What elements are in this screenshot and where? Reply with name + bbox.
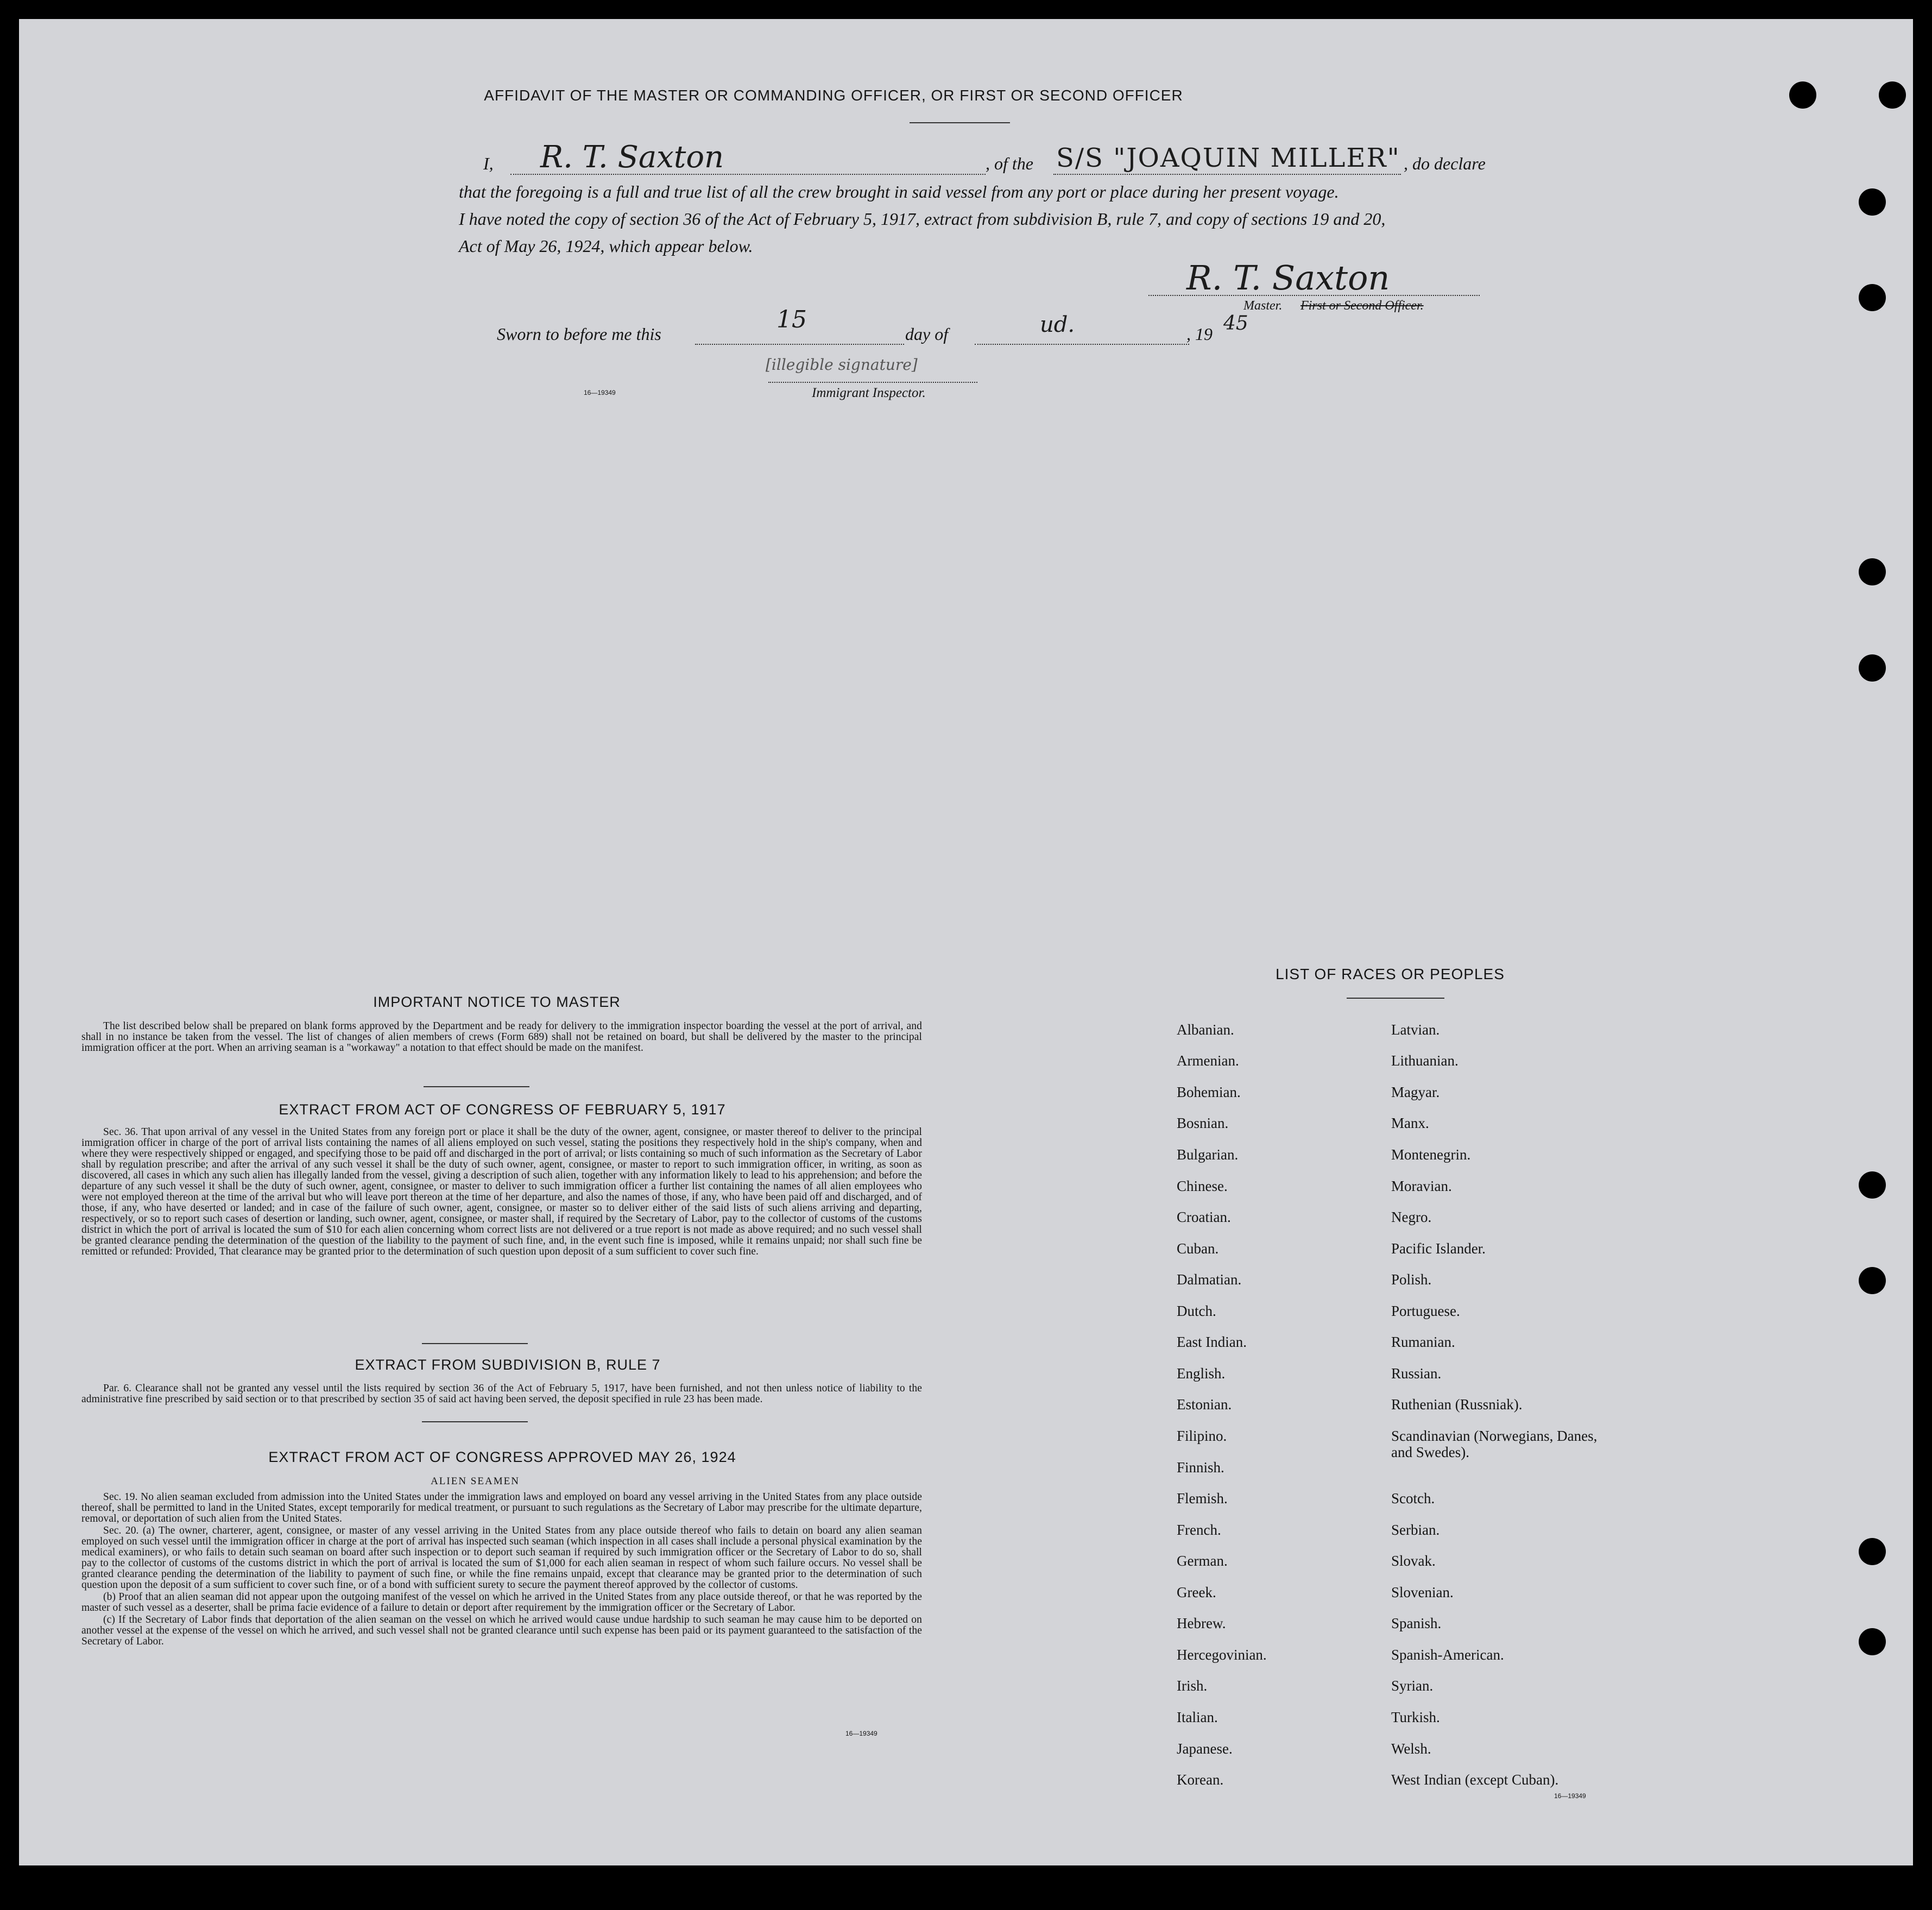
races-title: LIST OF RACES OR PEOPLES <box>1276 966 1505 982</box>
race-item: Lithuanian. <box>1391 1052 1459 1069</box>
form-number: 16—19349 <box>1554 1792 1586 1800</box>
race-item: Syrian. <box>1391 1678 1434 1694</box>
form-number: 16—19349 <box>845 1730 877 1737</box>
race-item: Albanian. <box>1177 1022 1234 1038</box>
day-handwritten: 15 <box>776 306 807 333</box>
race-item: Italian. <box>1177 1709 1218 1725</box>
rule-7-text <box>81 1383 922 1406</box>
extract-1924-title: EXTRACT FROM ACT OF CONGRESS APPROVED MAY 26, 1924 <box>268 1449 736 1465</box>
affidavit-line-2: that the foregoing is a full and true list of all the crew brought in said vessel from any port or place during her present voyage. <box>459 182 1339 201</box>
struck-officer-label: First or Second Officer. <box>1300 299 1424 313</box>
race-item: Slovenian. <box>1391 1584 1454 1600</box>
race-item: Bulgarian. <box>1177 1146 1239 1163</box>
race-item: Ruthenian (Russniak). <box>1391 1396 1523 1413</box>
punch-hole <box>1859 284 1886 311</box>
race-item: Serbian. <box>1391 1522 1440 1538</box>
divider <box>424 1086 529 1087</box>
vessel-line <box>1053 174 1401 175</box>
extract-1924-text <box>81 1492 922 1648</box>
day-of-label: day of <box>905 324 949 344</box>
affidavit-line-4: Act of May 26, 1924, which appear below. <box>459 236 753 256</box>
punch-hole <box>1859 1171 1886 1199</box>
race-item: Moravian. <box>1391 1178 1452 1194</box>
punch-hole <box>1859 558 1886 585</box>
race-item: Montenegrin. <box>1391 1146 1471 1163</box>
of-the-label: , of the <box>986 154 1033 173</box>
sec-20b-paragraph: (b) Proof that an alien seaman did not appear upon the outgoing manifest of the vessel on which he arrived in the United States from any place outside thereof, or that he was reported by the master of such vessel as a deserter, shall be prima facie evidence of a failure to detain or deport after requirement by the immigration officer or the Secretary of Labor. <box>81 1591 922 1613</box>
master-signature-handwritten: R. T. Saxton <box>1186 258 1390 298</box>
year-handwritten: 45 <box>1223 312 1248 335</box>
race-item: Spanish. <box>1391 1615 1442 1631</box>
race-item: Korean. <box>1177 1772 1224 1788</box>
notice-text <box>81 1021 922 1055</box>
race-item: West Indian (except Cuban). <box>1391 1772 1559 1788</box>
par-6-paragraph: Par. 6. Clearance shall not be granted any vessel until the lists required by section 36 of the Act of February 5, 1917, have been furnished, and not then unless notice of liability to the administrative fine prescribed by said section or to that prescribed by section 35 of said act having been served, the deposit specified in rule 23 has been made. <box>81 1383 922 1405</box>
month-line <box>975 344 1189 345</box>
race-item: Cuban. <box>1177 1240 1219 1257</box>
divider <box>422 1343 528 1344</box>
alien-seamen-subtitle: ALIEN SEAMEN <box>431 1476 520 1487</box>
race-item: Welsh. <box>1391 1741 1431 1757</box>
punch-hole <box>1859 1628 1886 1655</box>
race-item: Negro. <box>1391 1209 1432 1225</box>
race-item: Scotch. <box>1391 1490 1435 1506</box>
month-handwritten: ud. <box>1040 312 1075 337</box>
race-item: English. <box>1177 1365 1226 1382</box>
punch-hole <box>1859 188 1886 216</box>
vessel-name-handwritten: S/S "JOAQUIN MILLER" <box>1056 143 1400 173</box>
race-item: Irish. <box>1177 1678 1208 1694</box>
sworn-label: Sworn to before me this <box>497 324 661 344</box>
inspector-line <box>768 382 977 383</box>
declare-label: , do declare <box>1404 154 1486 173</box>
race-item: East Indian. <box>1177 1334 1247 1350</box>
punch-hole <box>1859 1538 1886 1565</box>
affidavit-title: AFFIDAVIT OF THE MASTER OR COMMANDING OFFICER, OR FIRST OR SECOND OFFICER <box>484 87 1183 104</box>
race-item: Rumanian. <box>1391 1334 1455 1350</box>
race-item: Finnish. <box>1177 1459 1224 1476</box>
race-item: Scandinavian (Norwegians, Danes, and Swedes). <box>1391 1428 1598 1460</box>
race-item: Bosnian. <box>1177 1115 1229 1131</box>
rule-7-title: EXTRACT FROM SUBDIVISION B, RULE 7 <box>355 1357 661 1373</box>
notice-title: IMPORTANT NOTICE TO MASTER <box>373 994 621 1010</box>
race-item: Latvian. <box>1391 1022 1440 1038</box>
extract-1917-title: EXTRACT FROM ACT OF CONGRESS OF FEBRUARY 5, 1917 <box>279 1101 726 1118</box>
extract-1917-text <box>81 1127 922 1258</box>
race-item: Hercegovinian. <box>1177 1647 1267 1663</box>
inspector-signature: [illegible signature] <box>766 356 918 374</box>
race-item: Slovak. <box>1391 1553 1436 1569</box>
race-item: Dutch. <box>1177 1303 1216 1319</box>
race-item: Polish. <box>1391 1271 1432 1288</box>
inspector-label: Immigrant Inspector. <box>812 386 926 400</box>
race-item: Japanese. <box>1177 1741 1233 1757</box>
sec-20a-paragraph: Sec. 20. (a) The owner, charterer, agent, consignee, or master of any vessel arriving in the United States from any place outside thereof who fails to detain on board any alien seaman employed on such vessel until the immigration officer in charge at the port of arrival has inspected such seaman (which inspection in all cases shall include a personal physical examination by the medical examiners), or who fails to detain such seaman on board after such inspection or to deport such seaman if required by such immigration officer or the Secretary of Labor to do so, shall pay to the collector of customs of the customs district in which the port of arrival is located the sum of $1,000 for each alien seaman in respect of whom such failure occurs. No vessel shall be granted clearance pending the determination of the liability to payment of such fine, or while the fine remains unpaid, except that clearance may be granted prior to the determination of such question upon the deposit of a sum sufficient to cover such fine, or of a bond with sufficient surety to secure the payment thereof approved by the collector of customs. <box>81 1525 922 1591</box>
race-item: Turkish. <box>1391 1709 1440 1725</box>
race-item: Magyar. <box>1391 1084 1440 1100</box>
race-item: German. <box>1177 1553 1228 1569</box>
divider <box>910 122 1010 123</box>
race-item: Spanish-American. <box>1391 1647 1504 1663</box>
race-item: Croatian. <box>1177 1209 1231 1225</box>
punch-hole <box>1879 81 1906 109</box>
master-name-handwritten: R. T. Saxton <box>540 140 724 175</box>
race-item: Estonian. <box>1177 1396 1232 1413</box>
divider <box>1347 998 1444 999</box>
day-line <box>695 344 904 345</box>
form-number: 16—19349 <box>584 389 616 396</box>
race-item: Armenian. <box>1177 1052 1239 1069</box>
race-item: Hebrew. <box>1177 1615 1226 1631</box>
notice-paragraph: The list described below shall be prepared on blank forms approved by the Department and be ready for delivery to the immigration inspector boarding the vessel at the port of arrival, and shall in no instance be taken from the vessel. The list of changes of alien members of crews (Form 689) shall not be retained on board, but shall be delivered by the master to the principal immigration officer at the port. When an arriving seaman is a "workaway" a notation to that effect should be made on the manifest. <box>81 1020 922 1054</box>
punch-hole <box>1859 654 1886 682</box>
race-item: Flemish. <box>1177 1490 1228 1506</box>
race-item: Pacific Islander. <box>1391 1240 1486 1257</box>
race-item: French. <box>1177 1522 1221 1538</box>
year-prefix: , 19 <box>1186 324 1213 344</box>
race-item: Bohemian. <box>1177 1084 1241 1100</box>
sec-20c-paragraph: (c) If the Secretary of Labor finds that deportation of the alien seaman on the vessel on which he arrived would cause undue hardship to such seaman he may cause him to be deported on another vessel at the expense of the vessel on which he arrived, and such vessel shall not be granted clearance until such expense has been paid or its payment guaranteed to the satisfaction of the Secretary of Labor. <box>81 1614 922 1647</box>
form-page <box>19 19 1913 1865</box>
affidavit-line-3: I have noted the copy of section 36 of the Act of February 5, 1917, extract from subdivision B, rule 7, and copy of sections 19 and 20, <box>459 209 1386 229</box>
race-item: Greek. <box>1177 1584 1216 1600</box>
sec-19-paragraph: Sec. 19. No alien seaman excluded from admission into the United States under the immigration laws and employed on board any vessel arriving in the United States from any place outside thereof, shall be permitted to land in the United States, except temporarily for medical treatment, or pursuant to such regulations as the Secretary of Labor may prescribe for the ultimate departure, removal, or deportation of such alien from the United States. <box>81 1491 922 1524</box>
master-label: Master. <box>1243 299 1283 313</box>
race-item: Portuguese. <box>1391 1303 1460 1319</box>
affidavit-i-label: I, <box>483 154 494 173</box>
race-item: Chinese. <box>1177 1178 1228 1194</box>
race-item: Dalmatian. <box>1177 1271 1242 1288</box>
punch-hole <box>1859 1267 1886 1294</box>
divider <box>422 1421 528 1422</box>
race-item: Filipino. <box>1177 1428 1227 1444</box>
punch-hole <box>1789 81 1816 109</box>
race-item: Manx. <box>1391 1115 1429 1131</box>
race-item: Russian. <box>1391 1365 1442 1382</box>
sec-36-paragraph: Sec. 36. That upon arrival of any vessel in the United States from any foreign port or place it shall be the duty of the owner, agent, consignee, or master thereof to deliver to the principal immigration officer in charge of the port of arrival lists containing the names of all aliens employed on such vessel, stating the positions they respectively hold in the ship's company, when and where they were respectively shipped or engaged, and specifying those to be paid off and discharged in the port of arrival; or lists containing so much of such information as the Secretary of Labor shall by regulation prescribe; and after the arrival of any such vessel it shall be the duty of such owner, agent, consignee, or master to report to such immigration officer, in writing, as soon as discovered, all cases in which any such alien has illegally landed from the vessel, giving a description of such alien, together with any information likely to lead to his apprehension; and before the departure of any such vessel it shall be the duty of such owner, agent, consignee, or master to deliver to such immigration officer a further list containing the names of all alien employees who were not employed thereon at the time of the arrival but who will leave port thereon at the time of her departure, and also the names of those, if any, who have been paid off and discharged, and of those, if any, who have deserted or landed; and in case of the failure of such owner, agent, consignee, or master so to deliver either of the said lists of such aliens arriving and departing, respectively, or so to report such cases of desertion or landing, such owner, agent, consignee, or master shall, if required by the Secretary of Labor, pay to the collector of customs of the customs district in which the port of arrival is located the sum of $10 for each alien concerning whom correct lists are not delivered or a true report is not made as above required; and no such vessel shall be granted clearance pending the determination of the question of the liability to the payment of such fine, and, in the event such fine is imposed, while it remains unpaid; nor shall such fine be remitted or refunded: Provided, That clearance may be granted prior to the determination of such question upon deposit of a sum sufficient to cover such fine. <box>81 1126 922 1257</box>
